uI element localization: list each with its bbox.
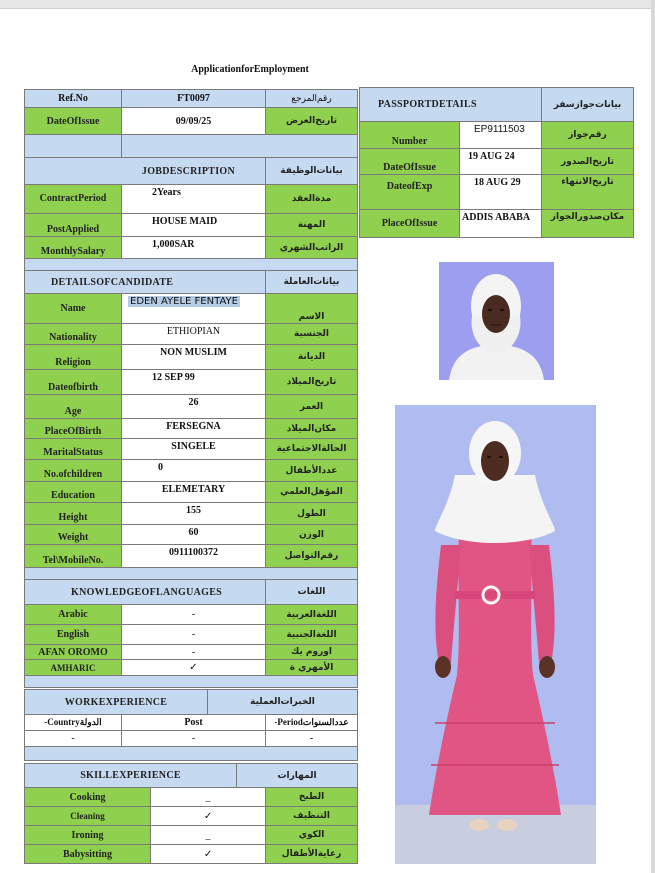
- passport-place-label-ar: مكان‌صدورالجواز: [542, 210, 634, 238]
- skill-cooking-label-ar: الطبخ: [266, 788, 358, 807]
- date-of-birth-label-ar: تاريخ‌الميلاد: [266, 370, 358, 395]
- passport-number-label: Number: [360, 122, 460, 149]
- post-applied-value: HOUSE MAID: [122, 214, 266, 237]
- document-title: ApplicationforEmployment: [191, 64, 309, 75]
- mobile-label: Tel\MobileNo.: [25, 545, 122, 568]
- post-applied-label-ar: المهنة: [266, 214, 358, 237]
- lang-amharic-label-ar: الأمهري ة: [266, 660, 358, 676]
- monthly-salary-label: MonthlySalary: [25, 237, 122, 259]
- lang-oromo-label: AFAN OROMO: [25, 645, 122, 660]
- work-section-title-ar: الخبرات‌العملية: [208, 690, 358, 715]
- religion-value: NON MUSLIM: [122, 345, 266, 370]
- work-experience-table: [24, 689, 358, 761]
- skill-babysitting-label: Babysitting: [25, 845, 151, 864]
- work-period-value: -: [266, 731, 358, 747]
- lang-oromo-value: -: [122, 645, 266, 660]
- age-label: Age: [25, 395, 122, 419]
- passport-table: [359, 87, 634, 238]
- passport-place-value: ADDIS ABABA: [460, 210, 542, 238]
- ref-value: FT0097: [122, 90, 266, 108]
- place-of-birth-label: PlaceOfBirth: [25, 419, 122, 439]
- candidate-section-title: DETAILSOFCANDIDATE: [25, 271, 266, 294]
- job-section-title-ar: بيانات‌الوظيفة: [266, 158, 358, 185]
- post-applied-label: PostApplied: [25, 214, 122, 237]
- weight-value: 60: [122, 525, 266, 545]
- spacer-row: [25, 259, 358, 271]
- candidate-portrait-photo: [439, 262, 554, 380]
- portrait-illustration: [439, 262, 554, 380]
- marital-status-label: MaritalStatus: [25, 439, 122, 460]
- skill-cooking-label: Cooking: [25, 788, 151, 807]
- lang-arabic-label: Arabic: [25, 605, 122, 625]
- children-label-ar: عددالأطفال: [266, 460, 358, 482]
- passport-issue-date-label: DateOfIssue: [360, 149, 460, 175]
- lang-english-label: English: [25, 625, 122, 645]
- issue-date-label: DateOfIssue: [25, 108, 122, 135]
- place-of-birth-label-ar: مكان‌الميلاد: [266, 419, 358, 439]
- lang-english-value: -: [122, 625, 266, 645]
- skill-ironing-label-ar: الكوي: [266, 826, 358, 845]
- contract-period-label: ContractPeriod: [25, 185, 122, 214]
- skill-cleaning-label: Cleaning: [25, 807, 151, 826]
- work-col-post: Post: [122, 715, 266, 731]
- monthly-salary-value: 1,000SAR: [122, 237, 266, 259]
- skill-cleaning-value: ✓: [151, 807, 266, 826]
- spacer-row: [25, 568, 358, 580]
- lang-amharic-label: AMHARIC: [25, 660, 122, 676]
- contract-period-label-ar: مدة‌العقد: [266, 185, 358, 214]
- religion-label-ar: الديانة: [266, 345, 358, 370]
- passport-number-value: EP9111503: [460, 122, 542, 149]
- passport-expiry-label: DateofExp: [360, 175, 460, 210]
- monthly-salary-label-ar: الراتب‌الشهري: [266, 237, 358, 259]
- skills-section-title-ar: المهارات: [237, 764, 358, 788]
- work-country-value: -: [25, 731, 122, 747]
- education-label: Education: [25, 482, 122, 503]
- work-section-title: WORKEXPERIENCE: [25, 690, 208, 715]
- candidate-full-body-photo: [395, 405, 596, 864]
- ref-label-ar: رقم‌المرجع: [266, 90, 358, 108]
- skill-cooking-value: _: [151, 788, 266, 807]
- issue-date-value: 09/09/25: [122, 108, 266, 135]
- religion-label: Religion: [25, 345, 122, 370]
- passport-issue-date-label-ar: تاريخ‌الصدور: [542, 149, 634, 175]
- skill-babysitting-label-ar: رعاية‌الأطفال: [266, 845, 358, 864]
- passport-expiry-label-ar: تاريخ‌الانتهاء: [542, 175, 634, 210]
- name-label-ar: الاسم: [266, 294, 358, 324]
- nationality-label-ar: الجنسية: [266, 324, 358, 345]
- weight-label-ar: الوزن: [266, 525, 358, 545]
- languages-section-title-ar: اللغات: [266, 580, 358, 605]
- languages-section-title: KNOWLEDGEOFLANGUAGES: [25, 580, 266, 605]
- skills-section-title: SKILLEXPERIENCE: [25, 764, 237, 788]
- skill-cleaning-label-ar: التنظيف: [266, 807, 358, 826]
- passport-section-title-ar: بيانات‌جوازسفر: [542, 88, 634, 122]
- children-label: No.ofchildren: [25, 460, 122, 482]
- contract-period-value: 2Years: [122, 185, 266, 214]
- work-post-value: -: [122, 731, 266, 747]
- passport-expiry-value: 18 AUG 29: [460, 175, 542, 210]
- date-of-birth-value: 12 SEP 99: [122, 370, 266, 395]
- spacer-row: [25, 747, 358, 761]
- candidate-section-title-ar: بيانات‌العاملة: [266, 271, 358, 294]
- education-label-ar: المؤهل‌العلمي: [266, 482, 358, 503]
- mobile-label-ar: رقم‌التواصل: [266, 545, 358, 568]
- height-label: Height: [25, 503, 122, 525]
- marital-status-value: SINGELE: [122, 439, 266, 460]
- nationality-label: Nationality: [25, 324, 122, 345]
- height-label-ar: الطول: [266, 503, 358, 525]
- job-section-title: JOBDESCRIPTION: [25, 158, 266, 185]
- passport-place-label: PlaceOfIssue: [360, 210, 460, 238]
- age-label-ar: العمر: [266, 395, 358, 419]
- name-label: Name: [25, 294, 122, 324]
- marital-status-label-ar: الحالة‌الاجتماعية: [266, 439, 358, 460]
- lang-arabic-label-ar: اللغة‌العربية: [266, 605, 358, 625]
- lang-amharic-value: ✓: [122, 660, 266, 676]
- passport-number-label-ar: رقم‌جواز: [542, 122, 634, 149]
- passport-section-title: PASSPORTDETAILS: [360, 88, 542, 122]
- work-col-period: -Periodعددالسنوات: [266, 715, 358, 731]
- skill-ironing-value: _: [151, 826, 266, 845]
- education-value: ELEMETARY: [122, 482, 266, 503]
- weight-label: Weight: [25, 525, 122, 545]
- form-left-table: [24, 89, 358, 688]
- spacer-row: [25, 676, 358, 688]
- window-top-edge: [0, 0, 655, 9]
- issue-date-label-ar: تاريخ‌العرض: [266, 108, 358, 135]
- nationality-value: ETHIOPIAN: [122, 324, 266, 345]
- spacer-row: [25, 135, 122, 158]
- passport-issue-date-value: 19 AUG 24: [460, 149, 542, 175]
- date-of-birth-label: Dateofbirth: [25, 370, 122, 395]
- lang-arabic-value: -: [122, 605, 266, 625]
- full-body-illustration: [395, 405, 596, 864]
- age-value: 26: [122, 395, 266, 419]
- skill-babysitting-value: ✓: [151, 845, 266, 864]
- skill-ironing-label: Ironing: [25, 826, 151, 845]
- work-col-country: -Countryالدولة: [25, 715, 122, 731]
- window-scrollbar-track[interactable]: [651, 0, 655, 873]
- spacer-row: [122, 135, 358, 158]
- ref-label: Ref.No: [25, 90, 122, 108]
- place-of-birth-value: FERSEGNA: [122, 419, 266, 439]
- children-value: 0: [122, 460, 266, 482]
- height-value: 155: [122, 503, 266, 525]
- lang-english-label-ar: اللغة‌الجنبية: [266, 625, 358, 645]
- lang-oromo-label-ar: اوروم يك: [266, 645, 358, 660]
- skills-table: [24, 763, 358, 864]
- candidate-name-value: EDEN AYELE FENTAYE: [130, 296, 238, 307]
- mobile-value: 0911100372: [122, 545, 266, 568]
